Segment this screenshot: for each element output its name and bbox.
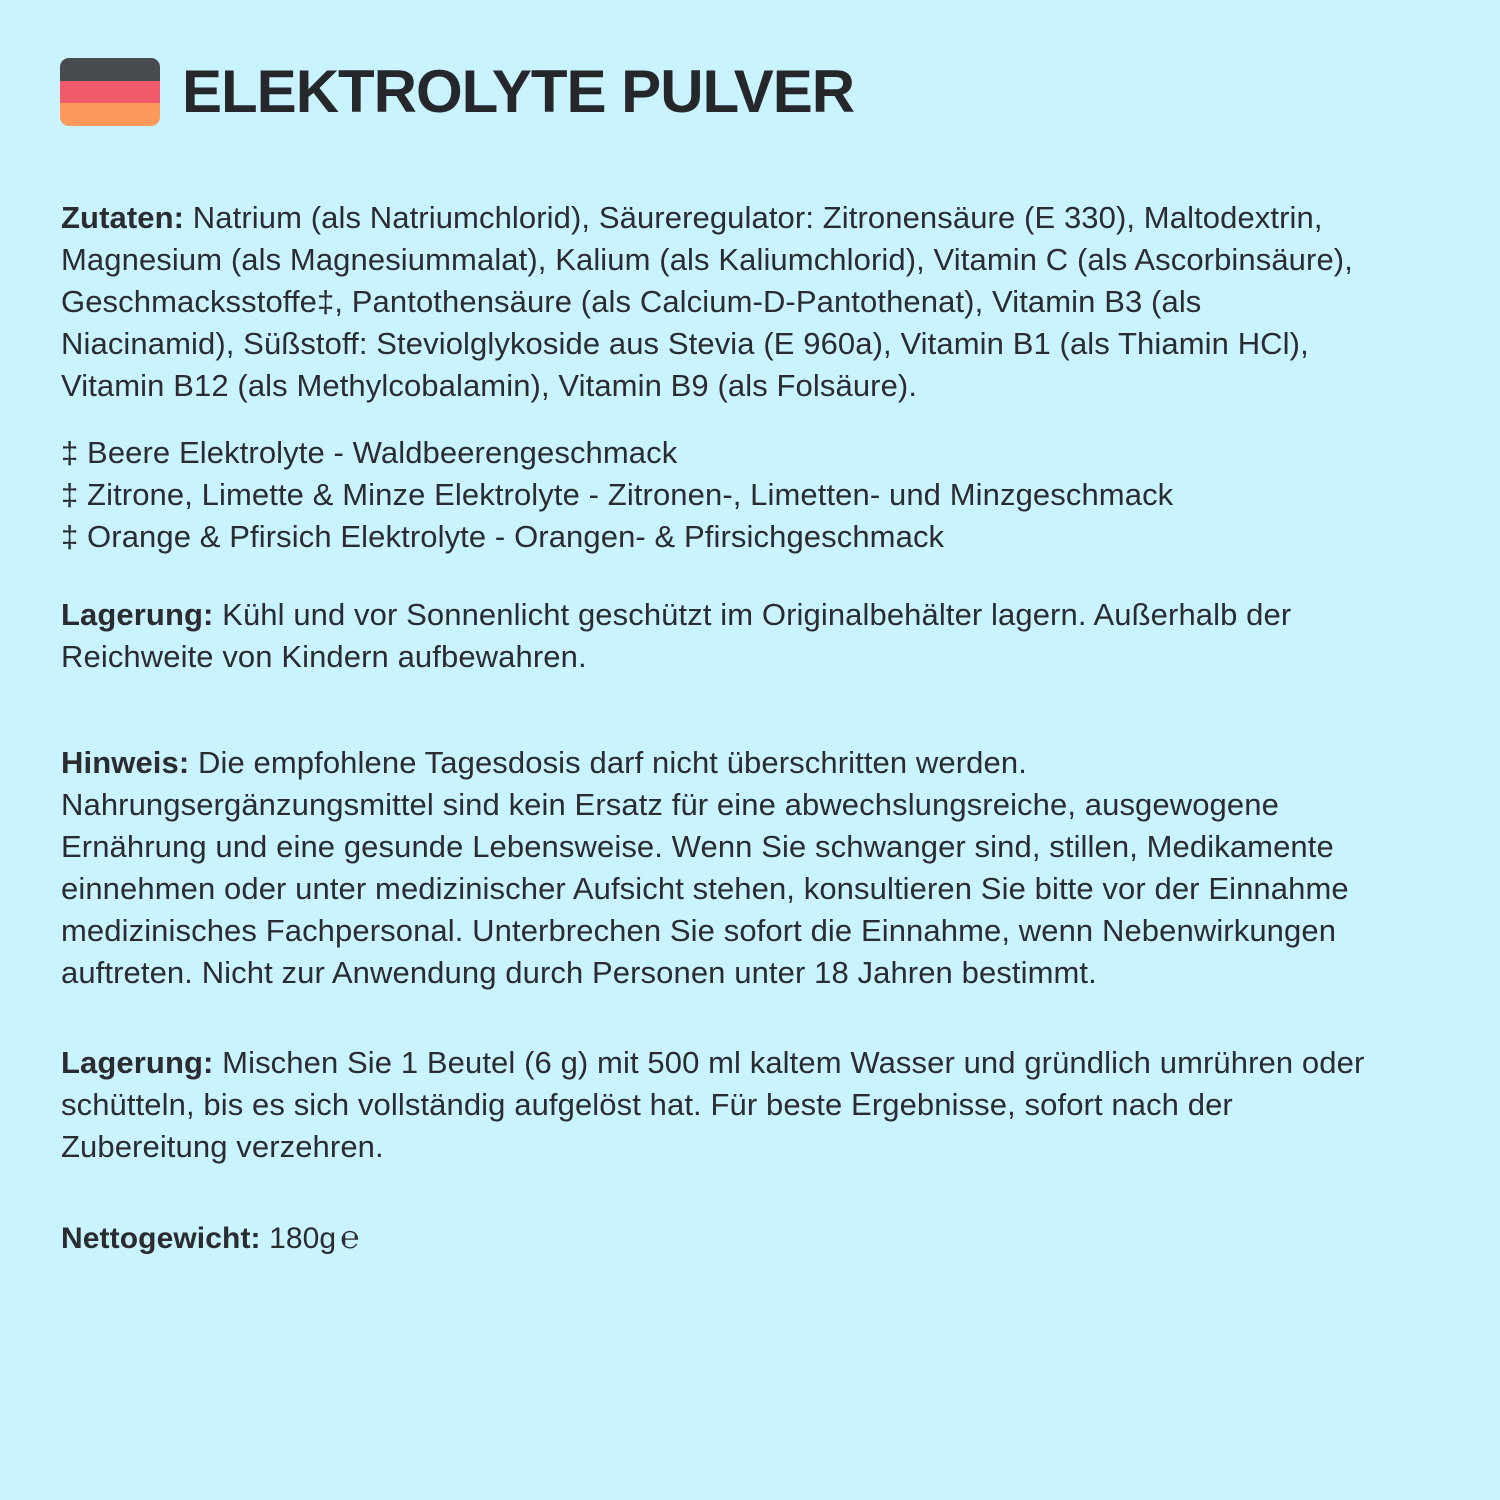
ingredients-label: Zutaten: <box>61 200 185 235</box>
ingredients-section <box>61 197 1381 407</box>
flavor-item: ‡ Zitrone, Limette & Minze Elektrolyte - Zitronen-, Limetten- und Minzgeschmack <box>61 477 1174 512</box>
ingredients-text: Natrium (als Natriumchlorid), Säureregulator: Zitronensäure (E 330), Maltodextrin, Magnesium (als Magnesiummalat), Kalium (als Kaliumchlorid), Vitamin C (als Ascorbinsäure), Geschmacksstoffe‡, Pantothensäure (als Calcium-D-Pantothenat), Vitamin B3 (als Niacinamid), Süßstoff: Steviolglykoside aus Stevia (E 960a), Vitamin B1 (als Thiamin HCl), Vitamin B12 (als Methylcobalamin), Vitamin B9 (als Folsäure). <box>61 200 1353 403</box>
flag-band-black <box>60 58 160 81</box>
storage-text: Kühl und vor Sonnenlicht geschützt im Originalbehälter lagern. Außerhalb der Reichweite von Kindern aufbewahren. <box>61 597 1292 674</box>
german-flag-icon <box>60 58 160 126</box>
net-weight-label: Nettogewicht: <box>61 1222 261 1255</box>
preparation-label: Lagerung: <box>61 1045 214 1080</box>
net-weight-value: 180g <box>260 1222 337 1255</box>
net-weight <box>61 1216 1381 1260</box>
preparation-text: Mischen Sie 1 Beutel (6 g) mit 500 ml kaltem Wasser und gründlich umrühren oder schütteln, bis es sich vollständig aufgelöst hat. Für beste Ergebnisse, sofort nach der Zubereitung verzehren. <box>61 1045 1365 1164</box>
flavor-list <box>61 432 1381 558</box>
flavor-item: ‡ Orange & Pfirsich Elektrolyte - Orangen- & Pfirsichgeschmack <box>61 519 945 554</box>
label-content <box>61 197 1381 1260</box>
page-title: ELEKTROLYTE PULVER <box>182 58 855 125</box>
estimated-sign-icon: ℮ <box>340 1218 360 1256</box>
note-text: Die empfohlene Tagesdosis darf nicht überschritten werden. Nahrungsergänzungsmittel sind kein Ersatz für eine abwechslungsreiche, ausgewogene Ernährung und eine gesunde Lebensweise. Wenn Sie schwanger sind, stillen, Medikamente einnehmen oder unter medizinischer Aufsicht stehen, konsultieren Sie bitte vor der Einnahme medizinisches Fachpersonal. Unterbrechen Sie sofort die Einnahme, wenn Nebenwirkungen auftreten. Nicht zur Anwendung durch Personen unter 18 Jahren bestimmt. <box>61 745 1349 990</box>
flag-band-gold <box>60 103 160 126</box>
storage-label: Lagerung: <box>61 597 214 632</box>
note-section <box>61 742 1381 994</box>
preparation-section <box>61 1042 1381 1168</box>
header <box>60 58 854 126</box>
flavor-item: ‡ Beere Elektrolyte - Waldbeerengeschmack <box>61 435 678 470</box>
note-label: Hinweis: <box>61 745 190 780</box>
storage-section <box>61 594 1381 678</box>
flag-band-red <box>60 81 160 104</box>
